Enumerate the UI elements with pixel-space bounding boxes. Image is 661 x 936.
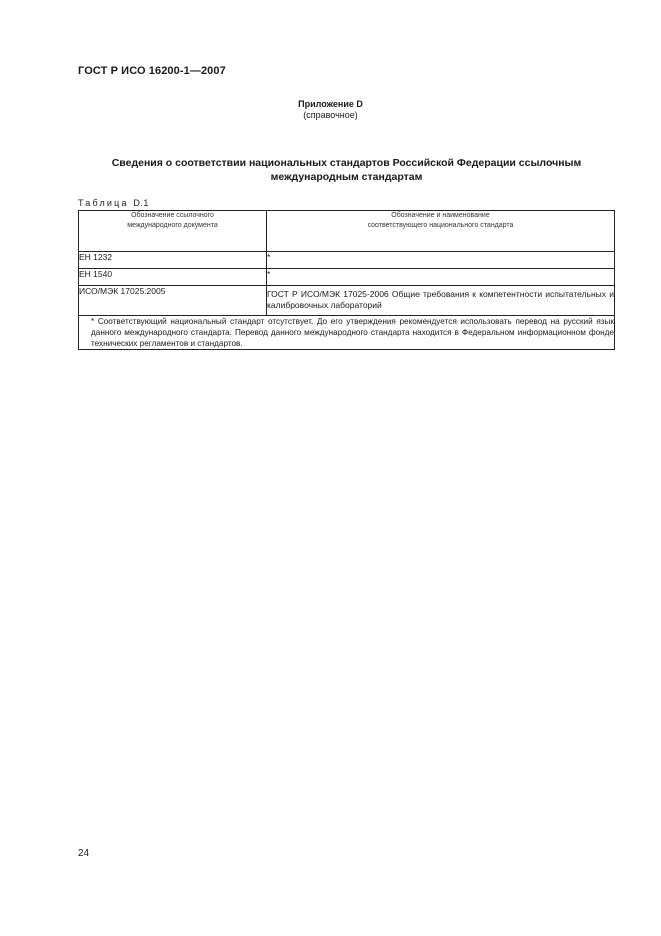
footnote-text: * Соответствующий национальный стандарт отсутствует. До его утверждения рекомендуется использовать перевод на русский язык данного международного стандарта. Перевод данного международного стандарта находится в Федеральном информационном фонде технических регламентов и стандартов.: [91, 317, 614, 348]
national-standard-cell: *: [267, 269, 615, 286]
national-standard-cell: *: [267, 252, 615, 269]
table-caption-number: D.1: [133, 198, 149, 208]
column-header-reference: [79, 211, 267, 252]
national-standard-cell: ГОСТ Р ИСО/МЭК 17025-2006 Общие требования к компетентности испытательных и калибровочных лабораторий: [267, 286, 615, 316]
column-header-reference-line-1: Обозначение ссылочного: [131, 212, 214, 219]
annex-subtitle: (справочное): [303, 110, 358, 120]
table-footnote: [79, 316, 615, 350]
table-row: [79, 286, 615, 316]
column-header-national: [267, 211, 615, 252]
reference-cell: ЕН 1232: [79, 252, 267, 269]
column-header-national-line-1: Обозначение и наименование: [391, 212, 490, 219]
table-note-row: [79, 316, 615, 350]
reference-cell: ИСО/МЭК 17025:2005: [79, 286, 267, 316]
section-title-line-2: международным стандартам: [270, 171, 423, 183]
table-row: [79, 252, 615, 269]
column-header-national-line-2: соответствующего национального стандарта: [367, 222, 514, 229]
table-row: [79, 269, 615, 286]
reference-cell: ЕН 1540: [79, 269, 267, 286]
correspondence-table: [78, 210, 615, 350]
column-header-reference-line-2: международного документа: [127, 222, 218, 229]
page-number: 24: [78, 848, 90, 859]
annex-heading: [0, 99, 661, 121]
table-header-row: [79, 211, 615, 252]
section-title: [78, 156, 615, 184]
annex-title: Приложение D: [298, 99, 363, 109]
document-code: ГОСТ Р ИСО 16200-1—2007: [78, 65, 226, 77]
table-caption: [78, 198, 149, 208]
table-caption-label: Таблица: [78, 198, 129, 208]
section-title-line-1: Сведения о соответствии национальных стандартов Российской Федерации ссылочным: [111, 157, 582, 169]
